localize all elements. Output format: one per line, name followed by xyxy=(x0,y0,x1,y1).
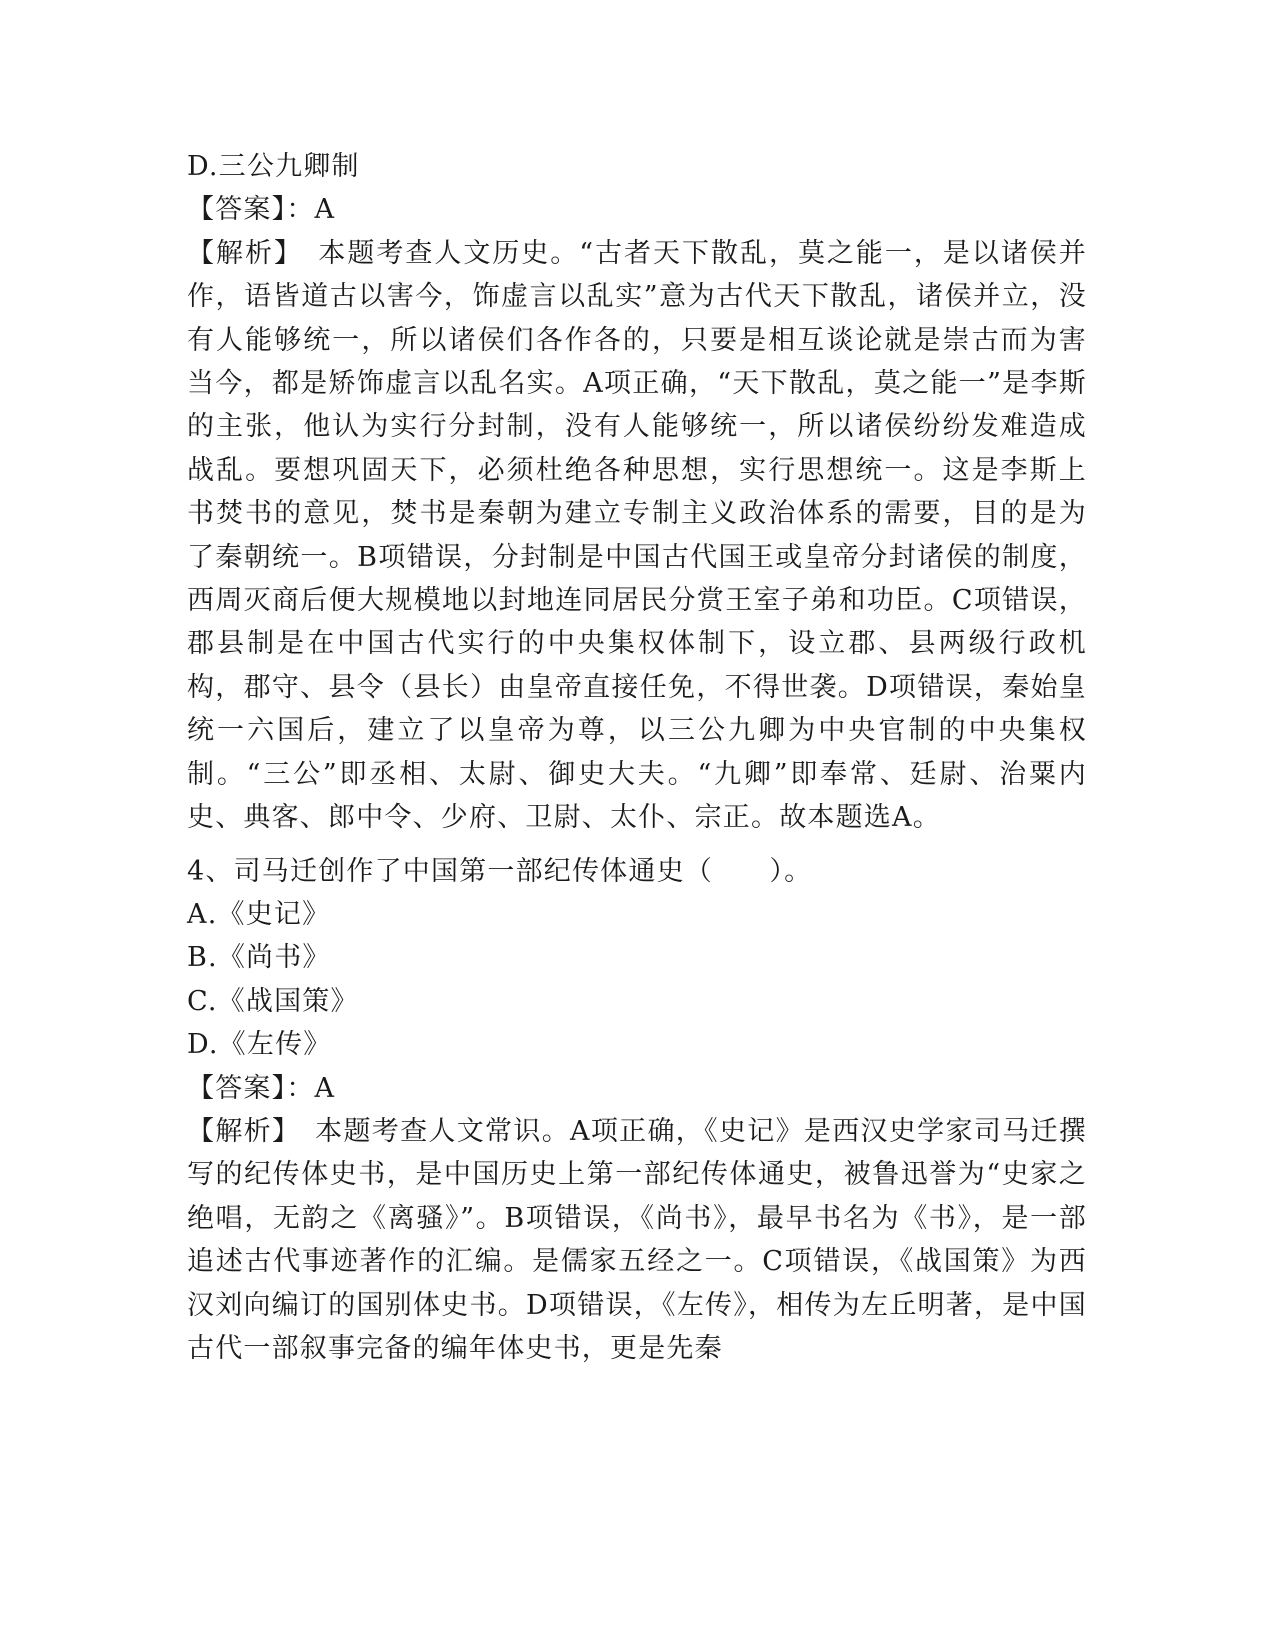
q4-analysis xyxy=(187,1110,1087,1370)
q4-option-b: B.《尚书》 xyxy=(187,942,331,974)
q4-answer xyxy=(187,1067,1087,1110)
q4-analysis-text: 本题考查人文常识。A项正确，《史记》是西汉史学家司马迁撰写的纪传体史书，是中国历史上第一部纪传体通史，被鲁迅誉为“史家之绝唱，无韵之《离骚》”。B项错误，《尚书》，最早书名为《书》，是一部追述古代事迹著作的汇编。是儒家五经之一。C项错误，《战国策》为西汉刘向编订的国别体史书。D项错误，《左传》，相传为左丘明著，是中国古代一部叙事完备的编年体史书，更是先秦 xyxy=(187,1115,1087,1364)
q4-option-a: A.《史记》 xyxy=(187,898,331,930)
question-gap xyxy=(187,840,1087,850)
q4-option-d: D.《左传》 xyxy=(187,1029,332,1061)
q3-analysis-label: 【解析】 xyxy=(187,237,290,269)
q4-analysis-label: 【解析】 xyxy=(187,1115,287,1147)
q4-option-c: C.《战国策》 xyxy=(187,985,359,1017)
document-page xyxy=(187,145,1087,1370)
q3-answer-label: 【答案】 xyxy=(187,194,287,226)
q3-answer xyxy=(187,188,1087,231)
q3-option-d: D.三公九卿制 xyxy=(187,151,360,182)
q4-stem: 4、司马迁创作了中国第一部纪传体通史（ ）。 xyxy=(187,855,813,887)
q4-answer-value: ：A xyxy=(286,1072,336,1104)
q3-analysis-text: 本题考查人文历史。“古者天下散乱，莫之能一，是以诸侯并作，语皆道古以害今，饰虚言以乱实”意为古代天下散乱，诸侯并立，没有人能够统一，所以诸侯们各作各的，只要是相互谈论就是崇古而为害当今，都是矫饰虚言以乱名实。A项正确，“天下散乱，莫之能一”是李斯的主张，他认为实行分封制，没有人能够统一，所以诸侯纷纷发难造成战乱。要想巩固天下，必须杜绝各种思想，实行思想统一。这是李斯上书焚书的意见，焚书是秦朝为建立专制主义政治体系的需要，目的是为了秦朝统一。B项错误，分封制是中国古代国王或皇帝分封诸侯的制度，西周灭商后便大规模地以封地连同居民分赏王室子弟和功臣。C项错误，郡县制是在中国古代实行的中央集权体制下，设立郡、县两级行政机构，郡守、县令（县长）由皇帝直接任免，不得世袭。D项错误，秦始皇统一六国后，建立了以皇帝为尊，以三公九卿为中央官制的中央集权制。“三公”即丞相、太尉、御史大夫。“九卿”即奉常、廷尉、治粟内史、典客、郎中令、少府、卫尉、太仆、宗正。故本题选A。 xyxy=(187,237,1087,834)
q4-answer-label: 【答案】 xyxy=(187,1072,287,1104)
q3-analysis xyxy=(187,232,1087,840)
q3-answer-value: ：A xyxy=(286,194,336,226)
